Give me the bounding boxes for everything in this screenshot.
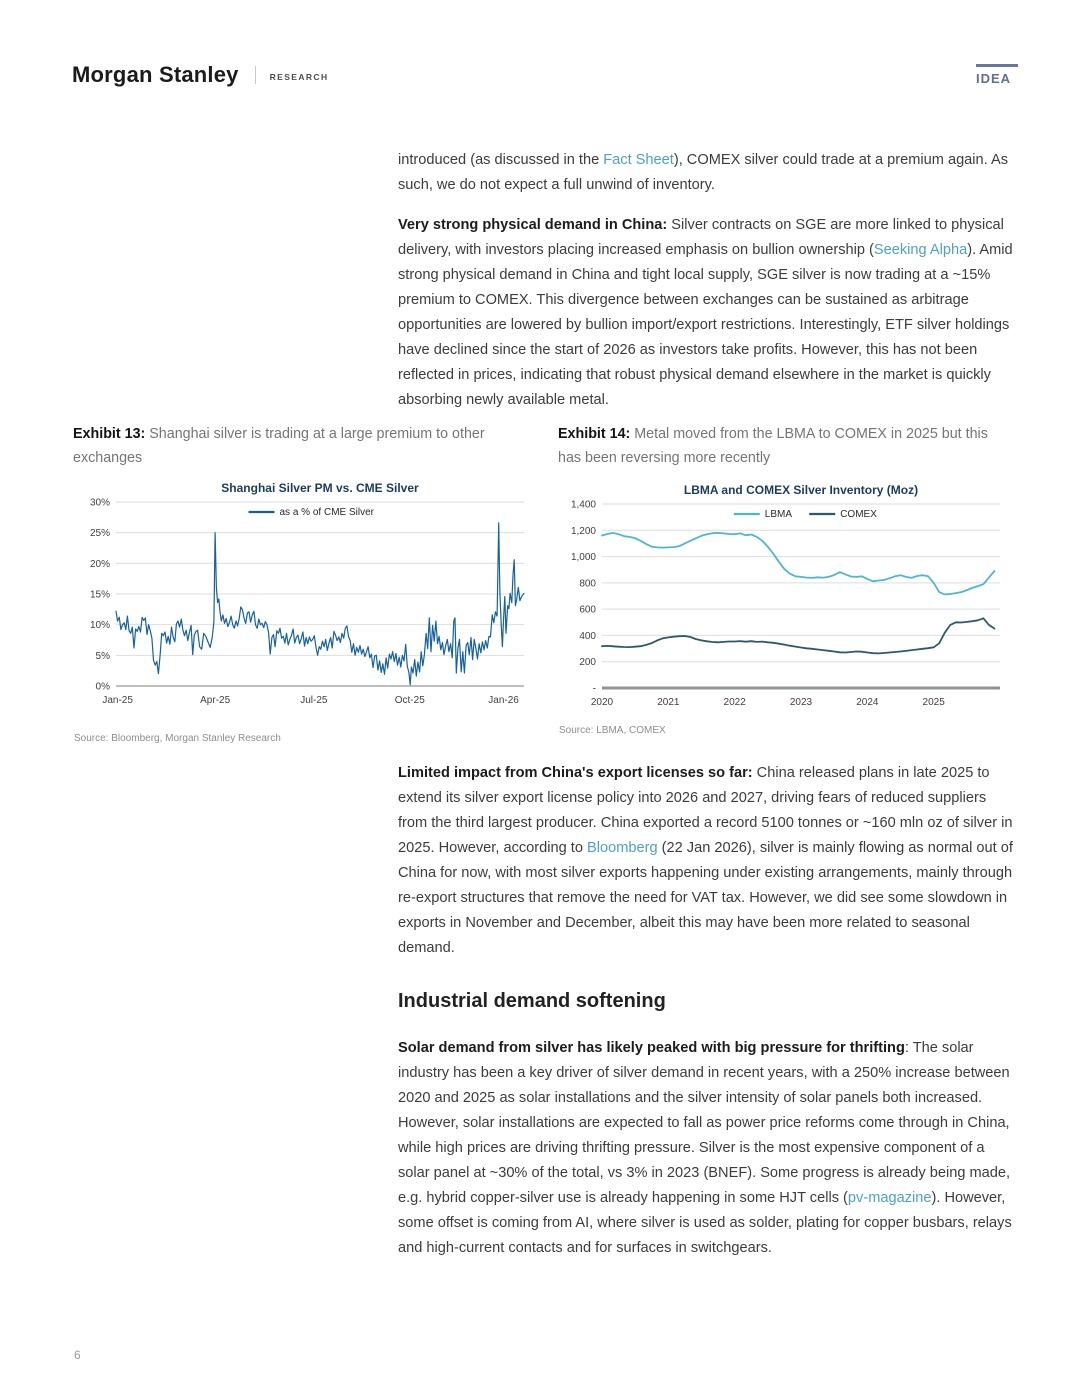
svg-text:Jan-25: Jan-25 bbox=[102, 695, 133, 706]
svg-text:LBMA and COMEX Silver Inventor: LBMA and COMEX Silver Inventory (Moz) bbox=[683, 483, 919, 497]
svg-text:0%: 0% bbox=[95, 681, 110, 693]
svg-text:5%: 5% bbox=[95, 650, 110, 662]
exhibit13-label: Exhibit 13: bbox=[73, 426, 146, 442]
exhibit13-chart bbox=[72, 478, 532, 721]
upper-text-column bbox=[398, 148, 1013, 428]
svg-text:20%: 20% bbox=[89, 558, 110, 570]
research-label: RESEARCH bbox=[269, 71, 329, 82]
para-solar-demand: Solar demand from silver has likely peaked with big pressure for thrifting: The solar industry has been a key driver of silver demand in recent years, with a 250% increase between 2020 and 2025 as solar installations and the silver intensity of solar panels both increased. However, solar installations are expected to fall as power price reforms come through in China, while high prices are driving thrifting pressure. Silver is the most expensive component of a solar panel at ~30% of the total, vs 3% in 2023 (BNEF). Some progress is already being made, e.g. hybrid copper-silver use is already happening in some HJT cells (pv-magazine). However, some offset is coming from AI, where silver is used as solder, plating for copper busbars, relays and high-current contacts and for surfaces in switchgears. bbox=[398, 1040, 1012, 1256]
svg-text:Oct-25: Oct-25 bbox=[394, 695, 425, 706]
svg-text:Shanghai Silver PM vs. CME Si: Shanghai Silver PM vs. CME Silver bbox=[221, 481, 419, 495]
svg-text:2023: 2023 bbox=[789, 697, 813, 708]
pv-magazine-link[interactable]: pv-magazine bbox=[847, 1190, 932, 1206]
svg-text:Jul-25: Jul-25 bbox=[300, 695, 328, 706]
svg-text:1,200: 1,200 bbox=[570, 525, 596, 537]
svg-text:2025: 2025 bbox=[922, 697, 945, 708]
lower-text-column bbox=[398, 761, 1013, 1276]
page-number: 6 bbox=[74, 1348, 81, 1362]
svg-text:600: 600 bbox=[579, 604, 596, 616]
idea-tag: IDEA bbox=[976, 64, 1018, 86]
bold-lead-in: Limited impact from China's export licenses so far: bbox=[398, 765, 753, 781]
svg-text:800: 800 bbox=[579, 578, 596, 590]
svg-text:25%: 25% bbox=[89, 528, 110, 540]
svg-text:2020: 2020 bbox=[590, 697, 614, 708]
seeking-alpha-link[interactable]: Seeking Alpha bbox=[873, 242, 968, 258]
svg-text:15%: 15% bbox=[89, 589, 110, 601]
svg-text:10%: 10% bbox=[89, 620, 110, 632]
svg-text:COMEX: COMEX bbox=[840, 509, 877, 520]
svg-text:200: 200 bbox=[579, 657, 596, 669]
para-export-licenses: Limited impact from China's export licenses so far: China released plans in late 2025 to extend its silver export license policy into 2026 and 2027, driving fears of reduced suppliers from the third largest producer. China exported a record 5100 tonnes or ~160 mln oz of silver in 2025. However, according to Bloomberg (22 Jan 2026), silver is mainly flowing as normal out of China for now, with most silver exports happening under existing arrangements, mainly through re-export structures that remove the need for VAT tax. However, we did see some slowdown in exports in November and December, albeit this may have been more related to seasonal demand. bbox=[398, 765, 1013, 956]
morgan-stanley-logo: Morgan Stanley bbox=[72, 62, 239, 87]
exhibit14-caption: Exhibit 14: Metal moved from the LBMA to COMEX in 2025 but this has been reversing more recently bbox=[558, 426, 988, 466]
svg-text:-: - bbox=[592, 683, 596, 695]
svg-text:2021: 2021 bbox=[657, 697, 680, 708]
svg-text:Jan-26: Jan-26 bbox=[488, 695, 519, 706]
svg-text:1,000: 1,000 bbox=[570, 552, 596, 564]
bloomberg-link[interactable]: Bloomberg bbox=[587, 840, 658, 856]
section-heading: Industrial demand softening bbox=[398, 990, 666, 1012]
svg-text:2022: 2022 bbox=[723, 697, 746, 708]
bold-lead-in: Very strong physical demand in China: bbox=[398, 217, 668, 233]
idea-tag-bar bbox=[976, 64, 1018, 67]
svg-text:2024: 2024 bbox=[856, 697, 879, 708]
page-header bbox=[72, 62, 329, 88]
para-china-demand: Very strong physical demand in China: Silver contracts on SGE are more linked to physical delivery, with investors placing increased emphasis on bullion ownership (Seeking Alpha). Amid strong physical demand in China and tight local supply, SGE silver is now trading at a ~15% premium to COMEX. This divergence between exchanges can be sustained as arbitrage opportunities are lowered by bullion import/export restrictions. Interestingly, ETF silver holdings have declined since the start of 2026 as investors take profits. However, this has not been reflected in prices, indicating that robust physical demand elsewhere in the market is quickly absorbing newly available metal. bbox=[398, 217, 1013, 408]
exhibit14-label: Exhibit 14: bbox=[558, 426, 631, 442]
bold-lead-in: Solar demand from silver has likely peaked with big pressure for thrifting bbox=[398, 1040, 905, 1056]
exhibit13-caption: Exhibit 13: Shanghai silver is trading at a large premium to other exchanges bbox=[73, 426, 485, 466]
fact-sheet-link[interactable]: Fact Sheet bbox=[603, 152, 674, 168]
exhibit13-source: Source: Bloomberg, Morgan Stanley Research bbox=[74, 733, 281, 744]
svg-text:1,400: 1,400 bbox=[570, 499, 596, 511]
svg-text:Apr-25: Apr-25 bbox=[200, 695, 231, 706]
svg-text:30%: 30% bbox=[89, 497, 110, 509]
svg-text:as a % of CME Silver: as a % of CME Silver bbox=[279, 507, 374, 518]
header-divider bbox=[255, 66, 256, 84]
exhibit14-source: Source: LBMA, COMEX bbox=[559, 725, 666, 736]
para-comex-premium: introduced (as discussed in the Fact Sheet), COMEX silver could trade at a premium again. As such, we do not expect a full unwind of inventory. bbox=[398, 152, 1008, 193]
svg-text:LBMA: LBMA bbox=[764, 509, 793, 520]
exhibit14-chart bbox=[556, 480, 1010, 723]
svg-text:400: 400 bbox=[579, 630, 596, 642]
